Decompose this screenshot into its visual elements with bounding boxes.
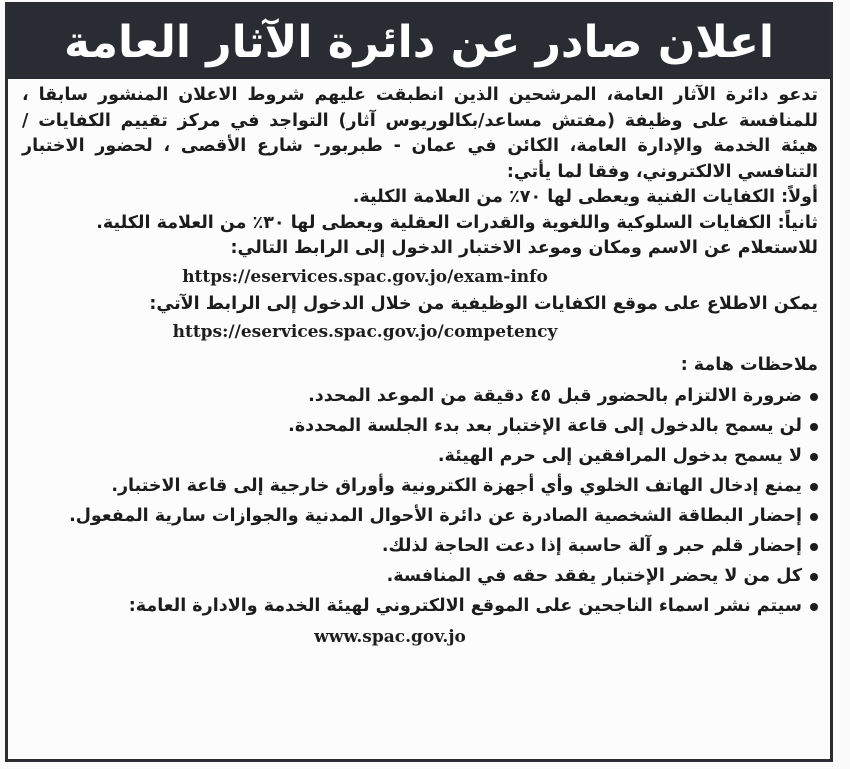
bullet-icon bbox=[810, 513, 818, 521]
bullet-icon bbox=[810, 543, 818, 551]
notes-list bbox=[22, 381, 818, 621]
notes-title: ملاحظات هامة : bbox=[680, 355, 818, 375]
announcement-body bbox=[8, 79, 830, 653]
intro-paragraph: تدعو دائرة الآثار العامة، المرشحين الذين انطبقت عليهم شروط الاعلان المنشور سابقا ، للمنافسة على وظيفة (مفتش مساعد/بكالوريوس آثار) التواجد في مركز تقييم الكفايات / هيئة الخدمة والإدارة العامة، الكائن في عمان - طبربور- شارع الأقصى ، لحضور الاختبار التنافسي الالكتروني، وفقا لما يأتي: bbox=[22, 85, 818, 182]
list-item bbox=[22, 471, 818, 501]
note-text: كل من لا يحضر الإختبار يفقد حقه في المنافسة. bbox=[386, 565, 802, 586]
note-text: سيتم نشر اسماء الناجحين على الموقع الالكتروني لهيئة الخدمة والادارة العامة: bbox=[128, 595, 802, 616]
bullet-icon bbox=[810, 453, 818, 461]
competency-text: يمكن الاطلاع على موقع الكفايات الوظيفية من خلال الدخول إلى الرابط الآتي: bbox=[149, 293, 818, 314]
note-text: لا يسمح بدخول المرافقين إلى حرم الهيئة. bbox=[437, 445, 802, 466]
criteria-first: أولاً: الكفايات الفنية ويعطى لها ٧٠٪ من العلامة الكلية. bbox=[352, 187, 818, 207]
bullet-icon bbox=[810, 603, 818, 611]
announcement-title: اعلان صادر عن دائرة الآثار العامة bbox=[64, 16, 774, 68]
list-item bbox=[22, 501, 818, 531]
list-item bbox=[22, 561, 818, 591]
bullet-icon bbox=[810, 573, 818, 581]
announcement-box bbox=[5, 2, 833, 762]
announcement-header bbox=[8, 5, 830, 79]
inquiry-text: للاستعلام عن الاسم ومكان وموعد الاختبار الدخول إلى الرابط التالي: bbox=[230, 238, 818, 258]
bullet-icon bbox=[810, 393, 818, 401]
note-text: إحضار البطاقة الشخصية الصادرة عن دائرة الأحوال المدنية والجوازات سارية المفعول. bbox=[69, 505, 802, 526]
bullet-icon bbox=[810, 423, 818, 431]
bullet-icon bbox=[810, 483, 818, 491]
note-text: لن يسمح بالدخول إلى قاعة الإختبار بعد بدء الجلسة المحددة. bbox=[288, 415, 802, 436]
spac-website-link[interactable]: www.spac.gov.jo bbox=[314, 626, 466, 647]
list-item bbox=[22, 591, 818, 621]
note-text: يمنع إدخال الهاتف الخلوي وأي أجهزة الكترونية وأوراق خارجية إلى قاعة الاختبار. bbox=[111, 475, 802, 496]
list-item bbox=[22, 381, 818, 411]
competency-link[interactable]: https://eservices.spac.gov.jo/competency bbox=[172, 322, 558, 342]
note-text: إحضار قلم حبر و آلة حاسبة إذا دعت الحاجة لذلك. bbox=[381, 535, 802, 556]
criteria-second: ثانياً: الكفايات السلوكية واللغوية والقدرات العقلية ويعطى لها ٣٠٪ من العلامة الكلية. bbox=[96, 212, 818, 233]
list-item bbox=[22, 411, 818, 441]
list-item bbox=[22, 531, 818, 561]
list-item bbox=[22, 441, 818, 471]
exam-info-link[interactable]: https://eservices.spac.gov.jo/exam-info bbox=[182, 266, 548, 287]
note-text: ضرورة الالتزام بالحضور قبل ٤٥ دقيقة من الموعد المحدد. bbox=[308, 385, 802, 406]
